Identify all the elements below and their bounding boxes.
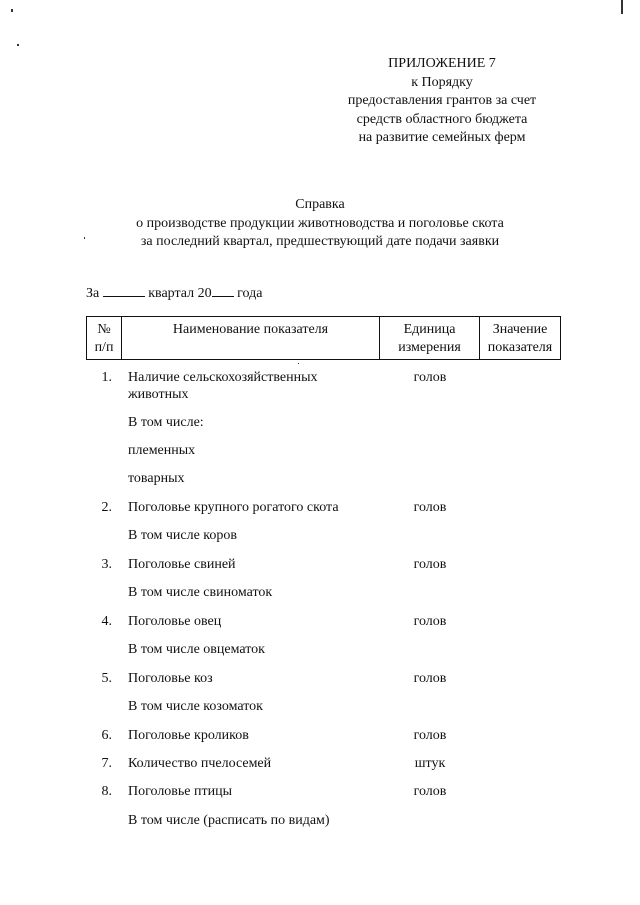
row-name: Поголовье коз bbox=[128, 671, 213, 686]
title-heading: Справка bbox=[295, 197, 345, 212]
row-number: 5. bbox=[101, 671, 112, 686]
row-unit: голов bbox=[413, 614, 447, 629]
row-name: Поголовье птицы bbox=[128, 784, 233, 799]
appendix-ref: к Порядку bbox=[411, 74, 473, 90]
appendix-number: ПРИЛОЖЕНИЕ 7 bbox=[388, 56, 496, 71]
row-name: В том числе свиноматок bbox=[128, 585, 273, 600]
row-number: 3. bbox=[101, 557, 112, 572]
row-unit: голов bbox=[413, 671, 447, 686]
period-suffix: года bbox=[237, 286, 263, 301]
header-unit bbox=[380, 317, 480, 360]
document-title bbox=[60, 196, 580, 252]
row-number: 7. bbox=[101, 756, 112, 771]
row-number: 4. bbox=[101, 614, 112, 629]
row-unit: голов bbox=[413, 728, 447, 743]
quarter-blank bbox=[103, 284, 145, 297]
header-unit-line1: Единица bbox=[403, 322, 456, 337]
header-num-line2: п/п bbox=[94, 340, 114, 355]
appendix-ref-line: средств областного бюджета bbox=[356, 111, 528, 127]
header-unit-line2: измерения bbox=[398, 340, 461, 355]
appendix-ref-line: на развитие семейных ферм bbox=[358, 130, 526, 145]
row-name: Поголовье кроликов bbox=[128, 728, 249, 743]
scan-speck bbox=[17, 44, 19, 46]
row-name: Количество пчелосемей bbox=[128, 756, 272, 771]
header-name bbox=[122, 317, 380, 360]
row-name: Наличие сельскохозяйственных животных bbox=[128, 370, 318, 402]
row-number: 6. bbox=[101, 728, 112, 743]
row-name: племенных bbox=[128, 443, 196, 458]
appendix-header bbox=[320, 55, 564, 148]
year-blank bbox=[212, 284, 234, 297]
header-value-line2: показателя bbox=[487, 340, 553, 355]
row-name: В том числе коров bbox=[128, 528, 238, 543]
header-num-line1: № bbox=[97, 322, 111, 337]
row-name: Поголовье овец bbox=[128, 614, 222, 629]
header-num bbox=[87, 317, 122, 360]
row-unit: голов bbox=[413, 500, 447, 515]
header-value-line1: Значение bbox=[492, 322, 548, 337]
row-name: Поголовье крупного рогатого скота bbox=[128, 500, 339, 515]
header-value bbox=[480, 317, 561, 360]
row-name: В том числе овцематок bbox=[128, 642, 265, 657]
table-header bbox=[86, 316, 561, 360]
row-number: 1. bbox=[101, 370, 112, 385]
period-prefix: За bbox=[86, 286, 100, 301]
row-name: В том числе: bbox=[128, 415, 204, 430]
period-line bbox=[86, 284, 262, 302]
row-name: Поголовье свиней bbox=[128, 557, 236, 572]
row-unit: голов bbox=[413, 784, 447, 799]
row-unit: голов bbox=[413, 370, 447, 385]
row-number: 8. bbox=[101, 784, 112, 799]
row-name: В том числе (расписать по видам) bbox=[128, 813, 330, 828]
scan-speck bbox=[298, 363, 299, 364]
title-subline: о производстве продукции животноводства и поголовье скота bbox=[136, 215, 504, 231]
appendix-ref-line: предоставления грантов за счет bbox=[347, 93, 537, 108]
row-name: В том числе козоматок bbox=[128, 699, 263, 714]
title-subline: за последний квартал, предшествующий дате подачи заявки bbox=[140, 234, 500, 249]
row-number: 2. bbox=[101, 500, 112, 515]
row-unit: голов bbox=[413, 557, 447, 572]
row-unit: штук bbox=[414, 756, 446, 771]
row-name: товарных bbox=[128, 471, 185, 486]
header-name-text: Наименование показателя bbox=[172, 322, 329, 337]
scan-edge-mark bbox=[621, 0, 623, 14]
scan-speck bbox=[11, 9, 13, 12]
period-middle: квартал 20 bbox=[148, 286, 212, 301]
